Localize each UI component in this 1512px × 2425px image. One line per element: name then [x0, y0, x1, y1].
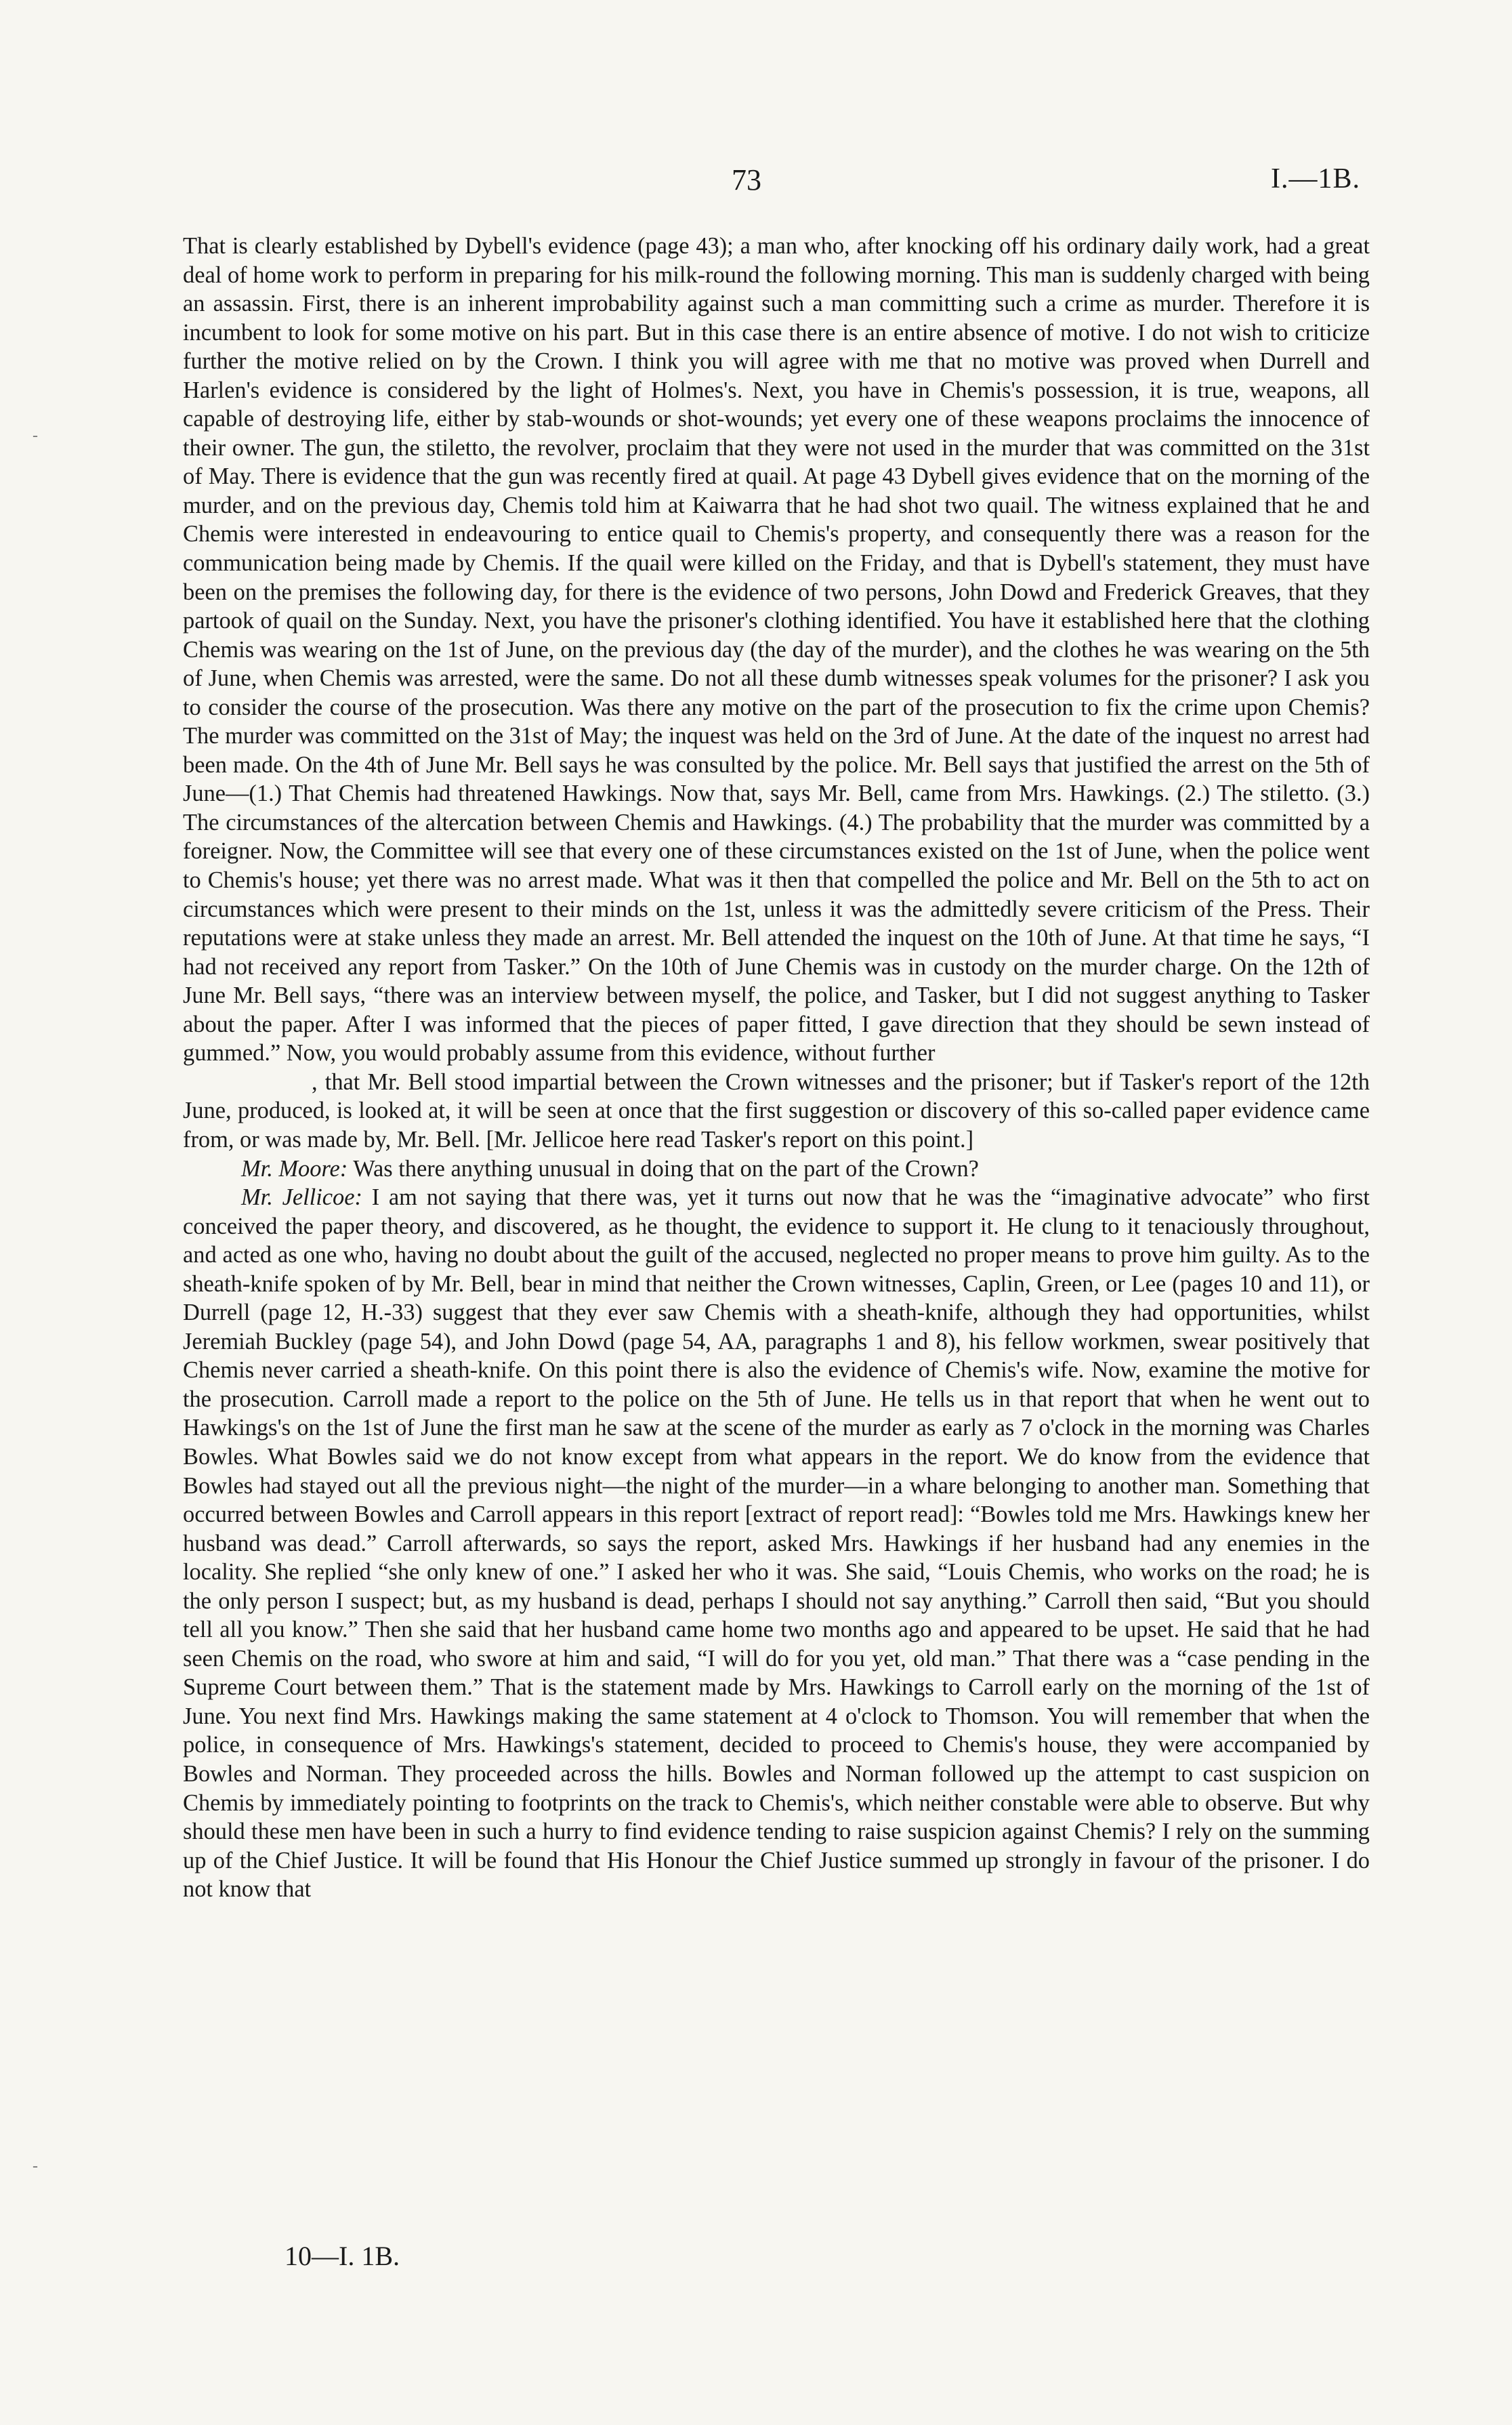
signature-reference: 10—I. 1B. — [285, 2241, 400, 2271]
paragraph-text: Was there anything unusual in doing that on the part of the Crown? — [348, 1155, 979, 1182]
series-reference: I.—1B. — [1271, 163, 1360, 194]
paragraph-text: That is clearly established by Dybell's evidence (page 43); a man who, after knocking off his ordinary daily work, had a great deal of home work to perform in preparing for his milk-round the following morning. This man is suddenly charged with being an assassin. First, there is an inherent improbability against such a man committing such a crime as murder. Therefore it is incumbent to look for some motive on his part. But in this case there is an entire absence of motive. I do not wish to criticize further the motive relied on by the Crown. I think you will agree with me that no motive was proved when Durrell and Harlen's evidence is considered by the light of Holmes's. Next, you have in Chemis's possession, it is true, weapons, all capable of destroying life, either by stab-wounds or shot-wounds; yet every one of these weapons proclaims the innocence of their owner. The gun, the stiletto, the revolver, proclaim that they were not used in the murder that was committed on the 31st of May. There is evidence that the gun was recently fired at quail. At page 43 Dybell gives evidence that on the morning of the murder, and on the previous day, Chemis told him at Kaiwarra that he had shot two quail. The witness explained that he and Chemis were interested in endeavouring to entice quail to Chemis's property, and consequently there was a reason for the communication being made by Chemis. If the quail were killed on the Friday, and that is Dybell's statement, they must have been on the premises the following day, for there is the evidence of two persons, John Dowd and Frederick Greaves, that they partook of quail on the Sunday. Next, you have the prisoner's clothing identified. You have it established here that the clothing Chemis was wearing on the 1st of June, on the previous day (the day of the murder), and the clothes he was wearing on the 5th of June, when Chemis was arrested, were the same. Do not all these dumb witnesses speak volumes for the prisoner? I ask you to consider the course of the prosecution. Was there any motive on the part of the prosecution to fix the crime upon Chemis? The murder was committed on the 31st of May; the inquest was held on the 3rd of June. At the date of the inquest no arrest had been made. On the 4th of June Mr. Bell says he was consulted by the police. Mr. Bell says that justified the arrest on the 5th of June—(1.) That Chemis had threatened Hawkings. Now that, says Mr. Bell, came from Mrs. Hawkings. (2.) The stiletto. (3.) The circumstances of the altercation between Chemis and Hawkings. (4.) The probability that the murder was committed by a foreigner. Now, the Committee will see that every one of these circumstances existed on the 1st of June, when the police went to Chemis's house; yet there was no arrest made. What was it then that compelled the police and Mr. Bell on the 5th to act on circumstances which were present to their minds on the 1st, unless it was the admittedly severe criticism of the Press. Their reputations were at stake unless they made an arrest. Mr. Bell attended the inquest on the 10th of June. At that time he says, “I had not received any report from Tasker.” On the 10th of June Chemis was in custody on the murder charge. On the 12th of June Mr. Bell says, “there was an interview between myself, the police, and Tasker, but I did not suggest anything to Tasker about the paper. After I was informed that the pieces of paper fitted, I gave direction that they should be sewn instead of gummed.” Now, you would probably assume from this evidence, without further — [183, 233, 1370, 1066]
speaker-name: Mr. Jellicoe: — [241, 1184, 362, 1211]
page-header — [0, 163, 1512, 203]
body-text — [183, 232, 1370, 1904]
page-number: 73 — [732, 163, 761, 196]
margin-mark: - — [33, 2157, 38, 2175]
paragraph-text: , that Mr. Bell stood impartial between the Crown witnesses and the prisoner; but if Tasker's report of the 12th June, produced, is looked at, it will be seen at once that the first suggestion or discovery of this so-called paper evidence came from, or was made by, Mr. Bell. [Mr. Jellicoe here read Tasker's report on this point.] — [183, 1069, 1370, 1153]
paragraph — [183, 1155, 1370, 1184]
speaker-name: Mr. Moore: — [241, 1155, 348, 1182]
paragraph — [183, 1183, 1370, 1904]
paragraph — [183, 232, 1370, 1155]
margin-mark: - — [33, 427, 38, 444]
paragraph-text: I am not saying that there was, yet it turns out now that he was the “imaginative advocate” who first conceived the paper theory, and discovered, as he thought, the evidence to support it. He clung to it tenaciously throughout, and acted as one who, having no doubt about the guilt of the accused, neglected no proper means to prove him guilty. As to the sheath-knife spoken of by Mr. Bell, bear in mind that neither the Crown witnesses, Caplin, Green, or Lee (pages 10 and 11), or Durrell (page 12, H.-33) suggest that they ever saw Chemis with a sheath-knife, although they had opportunities, whilst Jeremiah Buckley (page 54), and John Dowd (page 54, AA, paragraphs 1 and 8), his fellow workmen, swear positively that Chemis never carried a sheath-knife. On this point there is also the evidence of Chemis's wife. Now, examine the motive for the prosecution. Carroll made a report to the police on the 5th of June. He tells us in that report that when he went out to Hawkings's on the 1st of June the first man he saw at the scene of the murder as early as 7 o'clock in the morning was Charles Bowles. What Bowles said we do not know except from what appears in the report. We do know from the evidence that Bowles had stayed out all the previous night—the night of the murder—in a whare belonging to another man. Something that occurred between Bowles and Carroll appears in this report [extract of report read]: “Bowles told me Mrs. Hawkings knew her husband was dead.” Carroll afterwards, so says the report, asked Mrs. Hawkings if her husband had any enemies in the locality. She replied “she only knew of one.” I asked her who it was. She said, “Louis Chemis, who works on the road; he is the only person I suspect; but, as my husband is dead, perhaps I should not say anything.” Carroll then said, “But you should tell all you know.” Then she said that her husband came home two months ago and appeared to be upset. He said that he had seen Chemis on the road, who swore at him and said, “I will do for you yet, old man.” That there was a “case pending in the Supreme Court between them.” That is the statement made by Mrs. Hawkings to Carroll early on the morning of the 1st of June. You next find Mrs. Hawkings making the same statement at 4 o'clock to Thomson. You will remember that when the police, in consequence of Mrs. Hawkings's statement, decided to proceed to Chemis's house, they were accompanied by Bowles and Norman. They proceeded across the hills. Bowles and Norman followed up the attempt to cast suspicion on Chemis by immediately pointing to footprints on the track to Chemis's, which neither constable were able to observe. But why should these men have been in such a hurry to find evidence tending to raise suspicion against Chemis? I rely on the summing up of the Chief Justice. It will be found that His Honour the Chief Justice summed up strongly in favour of the prisoner. I do not know that — [183, 1184, 1370, 1903]
